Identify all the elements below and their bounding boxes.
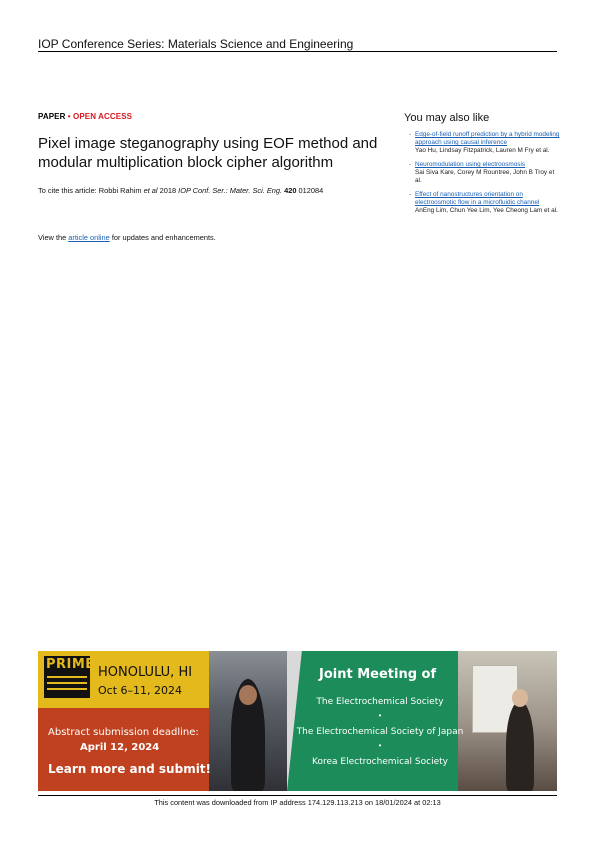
header-rule — [38, 51, 557, 52]
society-name: The Electrochemical Society — [316, 697, 444, 707]
also-like-item — [409, 131, 560, 155]
also-like-item — [409, 191, 560, 215]
logo-line — [47, 676, 87, 678]
banner-photo-right — [458, 651, 557, 791]
open-access-label: OPEN ACCESS — [73, 112, 133, 121]
cite-volume: 420 — [284, 186, 297, 195]
prime-logo — [44, 656, 95, 698]
logo-line — [47, 688, 87, 690]
banner-dates: Oct 6–11, 2024 — [98, 684, 182, 697]
citation-line — [38, 186, 398, 195]
also-like-heading: You may also like — [404, 112, 490, 124]
article-online-link[interactable]: article online — [68, 233, 110, 242]
person-figure — [512, 689, 528, 707]
cite-year: 2018 — [159, 186, 177, 195]
abstract-deadline-label: Abstract submission deadline: — [48, 727, 199, 738]
logo-line — [47, 682, 87, 684]
related-article-authors: AnEng Lim, Chun Yee Lim, Yee Cheong Lam et al. — [415, 207, 558, 214]
cite-number: 012084 — [298, 186, 324, 195]
person-figure — [506, 701, 534, 791]
cite-journal: IOP Conf. Ser.: Mater. Sci. Eng. — [178, 186, 283, 195]
view-online-line — [38, 233, 216, 242]
journal-header: IOP Conference Series: Materials Science and Engineering — [38, 37, 354, 51]
kicker-separator: • — [67, 112, 71, 121]
also-like-list — [409, 131, 560, 221]
banner-photo-left — [209, 651, 287, 791]
footer-rule — [38, 795, 557, 796]
related-article-link[interactable]: Edge-of-field runoff prediction by a hybrid modeling approach using causal inference — [415, 131, 560, 146]
society-separator: • — [378, 711, 382, 720]
view-prefix: View the — [38, 233, 67, 242]
related-article-authors: Yao Hu, Lindsay Fitzpatrick, Lauren M Fry et al. — [415, 147, 550, 154]
joint-meeting-title: Joint Meeting of — [319, 667, 437, 682]
view-suffix: for updates and enhancements. — [111, 233, 216, 242]
related-article-link[interactable]: Effect of nanostructures orientation on electroosmotic flow in a microfluidic channel — [415, 191, 540, 206]
prime-logo-word: PRIME — [46, 657, 95, 672]
related-article-link[interactable]: Neuromodulation using electroosmosis — [415, 161, 526, 168]
bullet: - — [409, 131, 412, 138]
society-name: Korea Electrochemical Society — [312, 757, 448, 767]
bullet: - — [409, 191, 412, 198]
society-separator: • — [378, 741, 382, 750]
society-name: The Electrochemical Society of Japan — [296, 727, 464, 737]
advert-banner[interactable] — [38, 651, 557, 791]
also-like-item — [409, 161, 560, 185]
cite-etal: et al — [143, 186, 158, 195]
paper-kicker — [38, 112, 132, 121]
banner-city: HONOLULU, HI — [98, 665, 193, 680]
paper-label: PAPER — [38, 112, 66, 121]
person-figure — [239, 685, 257, 705]
abstract-deadline-date: April 12, 2024 — [80, 742, 160, 753]
learn-more-cta[interactable]: Learn more and submit! — [48, 762, 212, 776]
bullet: - — [409, 161, 412, 168]
cite-prefix: To cite this article: Robbi Rahim — [38, 186, 142, 195]
related-article-authors: Sai Siva Kare, Corey M Rountree, John B Troy et al. — [415, 169, 555, 184]
paper-title: Pixel image steganography using EOF method and modular multiplication block cipher algorithm — [38, 135, 378, 171]
download-footer: This content was downloaded from IP address 174.129.113.213 on 18/01/2024 at 02:13 — [154, 798, 441, 807]
